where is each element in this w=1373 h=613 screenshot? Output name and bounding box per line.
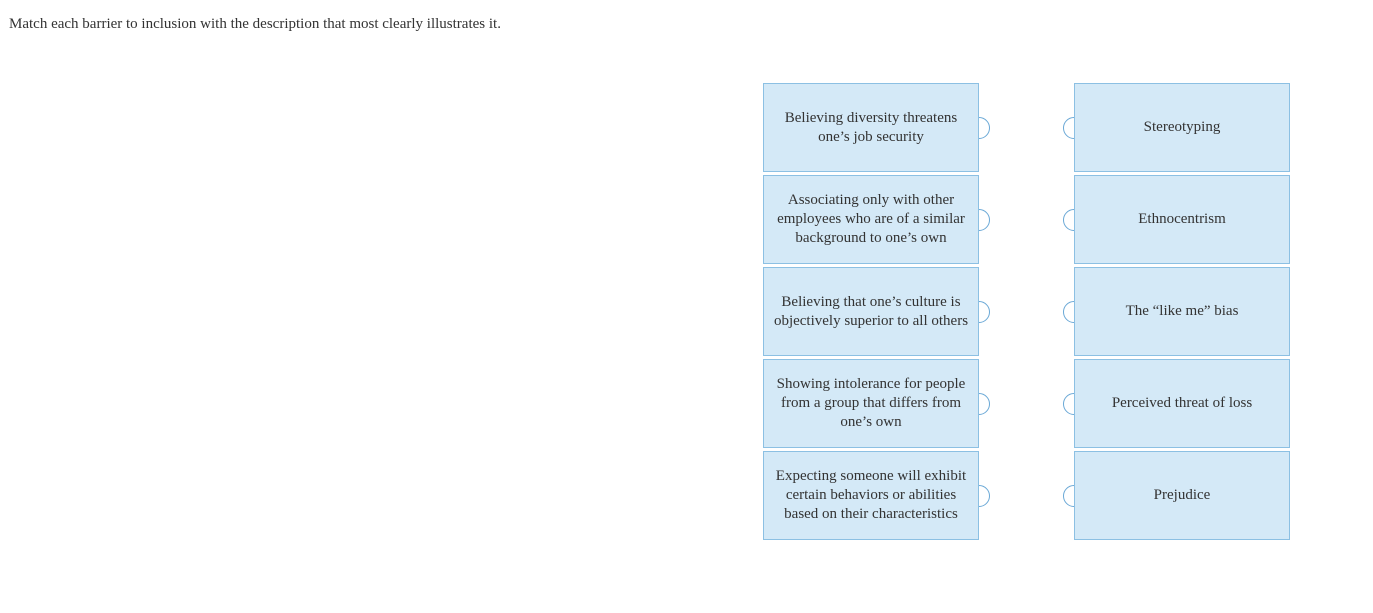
left-connector-icon xyxy=(1063,485,1085,507)
description-tile[interactable] xyxy=(763,175,979,264)
description-label: Showing intolerance for people from a group that differs from one’s own xyxy=(776,376,966,430)
description-tile[interactable] xyxy=(763,83,979,172)
question-instruction: Match each barrier to inclusion with the description that most clearly illustrates it. xyxy=(9,16,501,32)
barrier-tile[interactable] xyxy=(1074,359,1290,448)
description-tile[interactable] xyxy=(763,267,979,356)
barrier-tile[interactable] xyxy=(1074,83,1290,172)
descriptions-column xyxy=(763,83,979,543)
description-label: Believing that one’s culture is objectively superior to all others xyxy=(773,293,969,329)
barrier-label: Prejudice xyxy=(1153,487,1211,503)
description-tile[interactable] xyxy=(763,359,979,448)
left-connector-icon xyxy=(1063,301,1085,323)
barrier-label: The “like me” bias xyxy=(1125,303,1239,319)
barrier-tile[interactable] xyxy=(1074,175,1290,264)
description-label: Expecting someone will exhibit certain behaviors or abilities based on their characteristics xyxy=(775,468,967,522)
barrier-label: Stereotyping xyxy=(1143,119,1221,135)
left-connector-icon xyxy=(1063,393,1085,415)
left-connector-icon xyxy=(1063,117,1085,139)
barriers-column xyxy=(1074,83,1290,543)
description-label: Believing diversity threatens one’s job security xyxy=(784,109,958,145)
description-label: Associating only with other employees who are of a similar background to one’s own xyxy=(777,192,965,246)
description-tile[interactable] xyxy=(763,451,979,540)
barrier-tile[interactable] xyxy=(1074,267,1290,356)
left-connector-icon xyxy=(1063,209,1085,231)
barrier-label: Perceived threat of loss xyxy=(1111,395,1253,411)
barrier-label: Ethnocentrism xyxy=(1138,211,1226,227)
barrier-tile[interactable] xyxy=(1074,451,1290,540)
